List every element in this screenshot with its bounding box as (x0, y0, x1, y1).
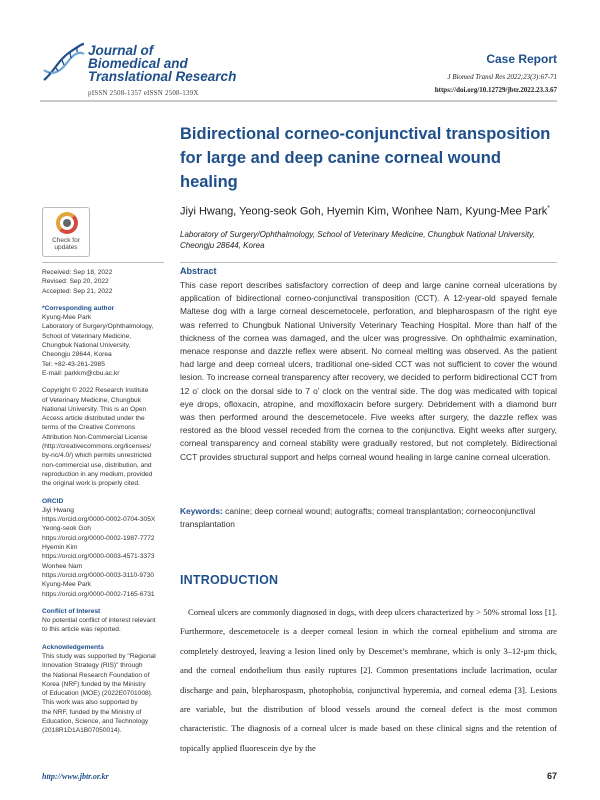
acknowledgement-line: the National Research Foundation of (42, 671, 150, 679)
introduction-paragraph: Corneal ulcers are commonly diagnosed in dogs, with deep ulcers characterized by > 50% stromal loss [1]. Furthermore, descemetocele is a deeper corneal lesion in which the corneal epithelium and stroma are completely destroyed, leaving a lesion lined only by Descemet’s membrane, which is only 3–12-μm thick, and the corneal endothelium thus easily ruptures [2]. Common presentations include lacrimation, ocular discharge and pain, blepharospasm, photophobia, conjunctival hyperemia, and corneal edema [3]. Lesions are variable, but the distribution of blood vessels around the corneal defect is the most common characteristic. The diagnosis of a corneal ulcer is made based on these clinical signs and the retention of topically applied fluorescein dye by the (180, 607, 557, 753)
acknowledgement-line: (2018R1D1A1B07050014). (42, 727, 122, 735)
copyright-block (42, 386, 164, 488)
corresponding-line: E-mail: parkkm@cbu.ac.kr (42, 369, 120, 377)
conflict-block (42, 607, 164, 635)
received-date: Received: Sep 18, 2022 (42, 269, 113, 276)
doi-link[interactable]: https://doi.org/10.12729/jbtr.2022.23.3.67 (434, 86, 557, 94)
citation: J Biomed Transl Res 2022;23(3):67-71 (447, 73, 557, 81)
orcid-block (42, 497, 164, 599)
corresponding-line: Kyung-Mee Park (42, 314, 92, 322)
acknowledgement-line: This study was supported by "Regional (42, 652, 156, 660)
orcid-line: Hyemin Kim (42, 544, 78, 552)
corresponding-mark: * (547, 205, 550, 212)
title-line: for large and deep canine corneal wound (180, 149, 501, 167)
copyright-line: the original work is properly cited. (42, 480, 140, 488)
copyright-line: Copyright © 2022 Research Institute (42, 387, 149, 395)
orcid-heading: ORCID (42, 497, 64, 505)
acknowledgements-heading: Acknowledgements (42, 643, 104, 651)
orcid-line[interactable]: https://orcid.org/0000-0002-0704-305X (42, 516, 156, 524)
acknowledgement-line: Korea (NRF) funded by the Ministry (42, 680, 146, 688)
acknowledgement-line: the NRF, funded by the Ministry of (42, 708, 142, 716)
article-type: Case Report (486, 52, 557, 66)
orcid-line: Kyung-Mee Park (42, 581, 92, 589)
check-updates-icon-center (63, 219, 71, 227)
journal-url-link[interactable]: http://www.jbtr.or.kr (42, 772, 109, 781)
orcid-list (42, 506, 164, 599)
check-for-updates-button[interactable] (42, 207, 90, 257)
page-number: 67 (546, 771, 557, 781)
dna-helix-icon (40, 42, 86, 84)
journal-name-line: Journal of (88, 43, 154, 58)
copyright-line: terms of the Creative Commons (42, 424, 136, 432)
conflict-heading: Conflict of Interest (42, 607, 101, 615)
dates-block (42, 268, 164, 296)
affiliation (180, 229, 570, 251)
keywords-text: canine; deep corneal wound; autografts; corneal transplantation; corneoconjunctival transplantation (180, 506, 536, 529)
journal-name-line: Translational Research (88, 69, 237, 84)
copyright-line: of Veterinary Medicine, Chungbuk (42, 396, 141, 404)
author-list: Jiyi Hwang, Yeong-seok Goh, Hyemin Kim, Wonhee Nam, Kyung-Mee Park (180, 205, 548, 218)
orcid-line[interactable]: https://orcid.org/0000-0002-1987-7772 (42, 534, 155, 542)
issn: pISSN 2508-1357 eISSN 2508-139X (88, 89, 199, 97)
journal-name-line: Biomedical and (88, 56, 188, 71)
copyright-line: (http://creativecommons.org/licenses/ (42, 443, 152, 451)
copyright-line: National University. This is an Open (42, 405, 147, 413)
acknowledgements-block (42, 643, 164, 736)
page-header (0, 0, 600, 110)
introduction-text (180, 603, 557, 758)
corresponding-details (42, 313, 164, 378)
authors (180, 205, 570, 218)
copyright-line: Access article distributed under the (42, 415, 145, 423)
acknowledgement-line: Innovation Strategy (RIS)" through (42, 662, 143, 670)
acknowledgement-line: Education, Science, and Technology (42, 718, 149, 726)
abstract-divider (180, 262, 557, 263)
copyright-line: Attribution Non-Commercial License (42, 433, 148, 441)
copyright-line: reproduction in any medium, provided (42, 470, 153, 478)
revised-date: Revised: Sep 20, 2022 (42, 278, 109, 286)
copyright-line: non-commercial use, distribution, and (42, 461, 152, 469)
corresponding-line: Tel: +82-43-261-2985 (42, 360, 105, 368)
article-info-sidebar (42, 268, 164, 744)
title-line: healing (180, 173, 238, 191)
orcid-line[interactable]: https://orcid.org/0000-0003-4571-3373 (42, 553, 155, 561)
orcid-line: Jiyi Hwang (42, 506, 74, 514)
keywords (180, 505, 557, 531)
conflict-line: No potential conflict of interest relevant (42, 617, 156, 625)
affiliation-line: Laboratory of Surgery/Ophthalmology, School of Veterinary Medicine, Chungbuk National University, (180, 230, 535, 239)
header-divider (40, 100, 557, 102)
corresponding-line: Cheongju 28644, Korea (42, 351, 112, 359)
check-updates-line: updates (54, 244, 78, 251)
abstract-text: This case report describes satisfactory correction of deep and large canine corneal ulcerations by application of bidirectional corneo-conjunctival transposition (CCT). A 12-year-old spayed female Maltese dog with a large corneal descemetocele, perforation, and blepharospasm of the right eye was referred to Chungbuk National University Veterinary Teaching Hospital. More than half of the thickness of the cornea was damaged, and the ulcer was progressive. On ophthalmic examination, menace response and dazzle reflex were absent. No corneal melting was observed. As the patient had large and deep corneal ulcers, traditional one-sided CCT was not sufficient to cover the wound lesion. To increase corneal transparency after recovery, we decided to perform bidirectional CCT from 12 o’ clock on the dorsal side to 7 o’ clock on the ventral side. The dog was medicated with topical eye drops, ofloxacin, atropine, and moxifloxacin before surgery. Debridement with a diamond burr was then performed around the descemetocele. Five weeks after surgery, the dazzle reflex was restored as the blood vessel receded from the cornea to the conjunctiva. Eight weeks after surgery, corneal transparency and corneal stability were gradually restored, but not completely. Bidirectional CCT provides structural support and helps corneal wound healing in large canine corneal ulceration. (180, 280, 557, 462)
acknowledgement-line: This work was also supported by (42, 699, 138, 707)
corresponding-heading: *Corresponding author (42, 304, 115, 312)
acknowledgements-text (42, 652, 164, 736)
orcid-line: Wonhee Nam (42, 562, 83, 570)
article-title (180, 122, 570, 194)
conflict-line: to this article was reported. (42, 626, 121, 634)
affiliation-line: Cheongju 28644, Korea (180, 241, 265, 250)
corresponding-line: Chungbuk National University, (42, 342, 131, 350)
orcid-line[interactable]: https://orcid.org/0000-0002-7165-6731 (42, 590, 155, 598)
orcid-line: Yeong-seok Goh (42, 525, 91, 533)
keywords-label: Keywords: (180, 506, 223, 516)
check-updates-label (43, 237, 89, 251)
check-updates-line: Check for (52, 237, 80, 244)
conflict-text (42, 616, 164, 635)
introduction-heading: INTRODUCTION (180, 573, 279, 587)
accepted-date: Accepted: Sep 21, 2022 (42, 287, 113, 295)
corresponding-block (42, 304, 164, 378)
abstract-heading: Abstract (180, 266, 217, 276)
corresponding-line: Laboratory of Surgery/Ophthalmology, (42, 323, 154, 331)
copyright-line: by-nc/4.0/) which permits unrestricted (42, 452, 152, 460)
corresponding-line: School of Veterinary Medicine, (42, 332, 132, 340)
copyright-text (42, 386, 164, 488)
left-divider (42, 262, 164, 263)
orcid-line[interactable]: https://orcid.org/0000-0003-3110-9730 (42, 571, 155, 579)
acknowledgement-line: of Education (MOE) (2022E0701008). (42, 690, 153, 698)
title-line: Bidirectional corneo-conjunctival transposition (180, 125, 551, 143)
journal-name (88, 44, 236, 83)
